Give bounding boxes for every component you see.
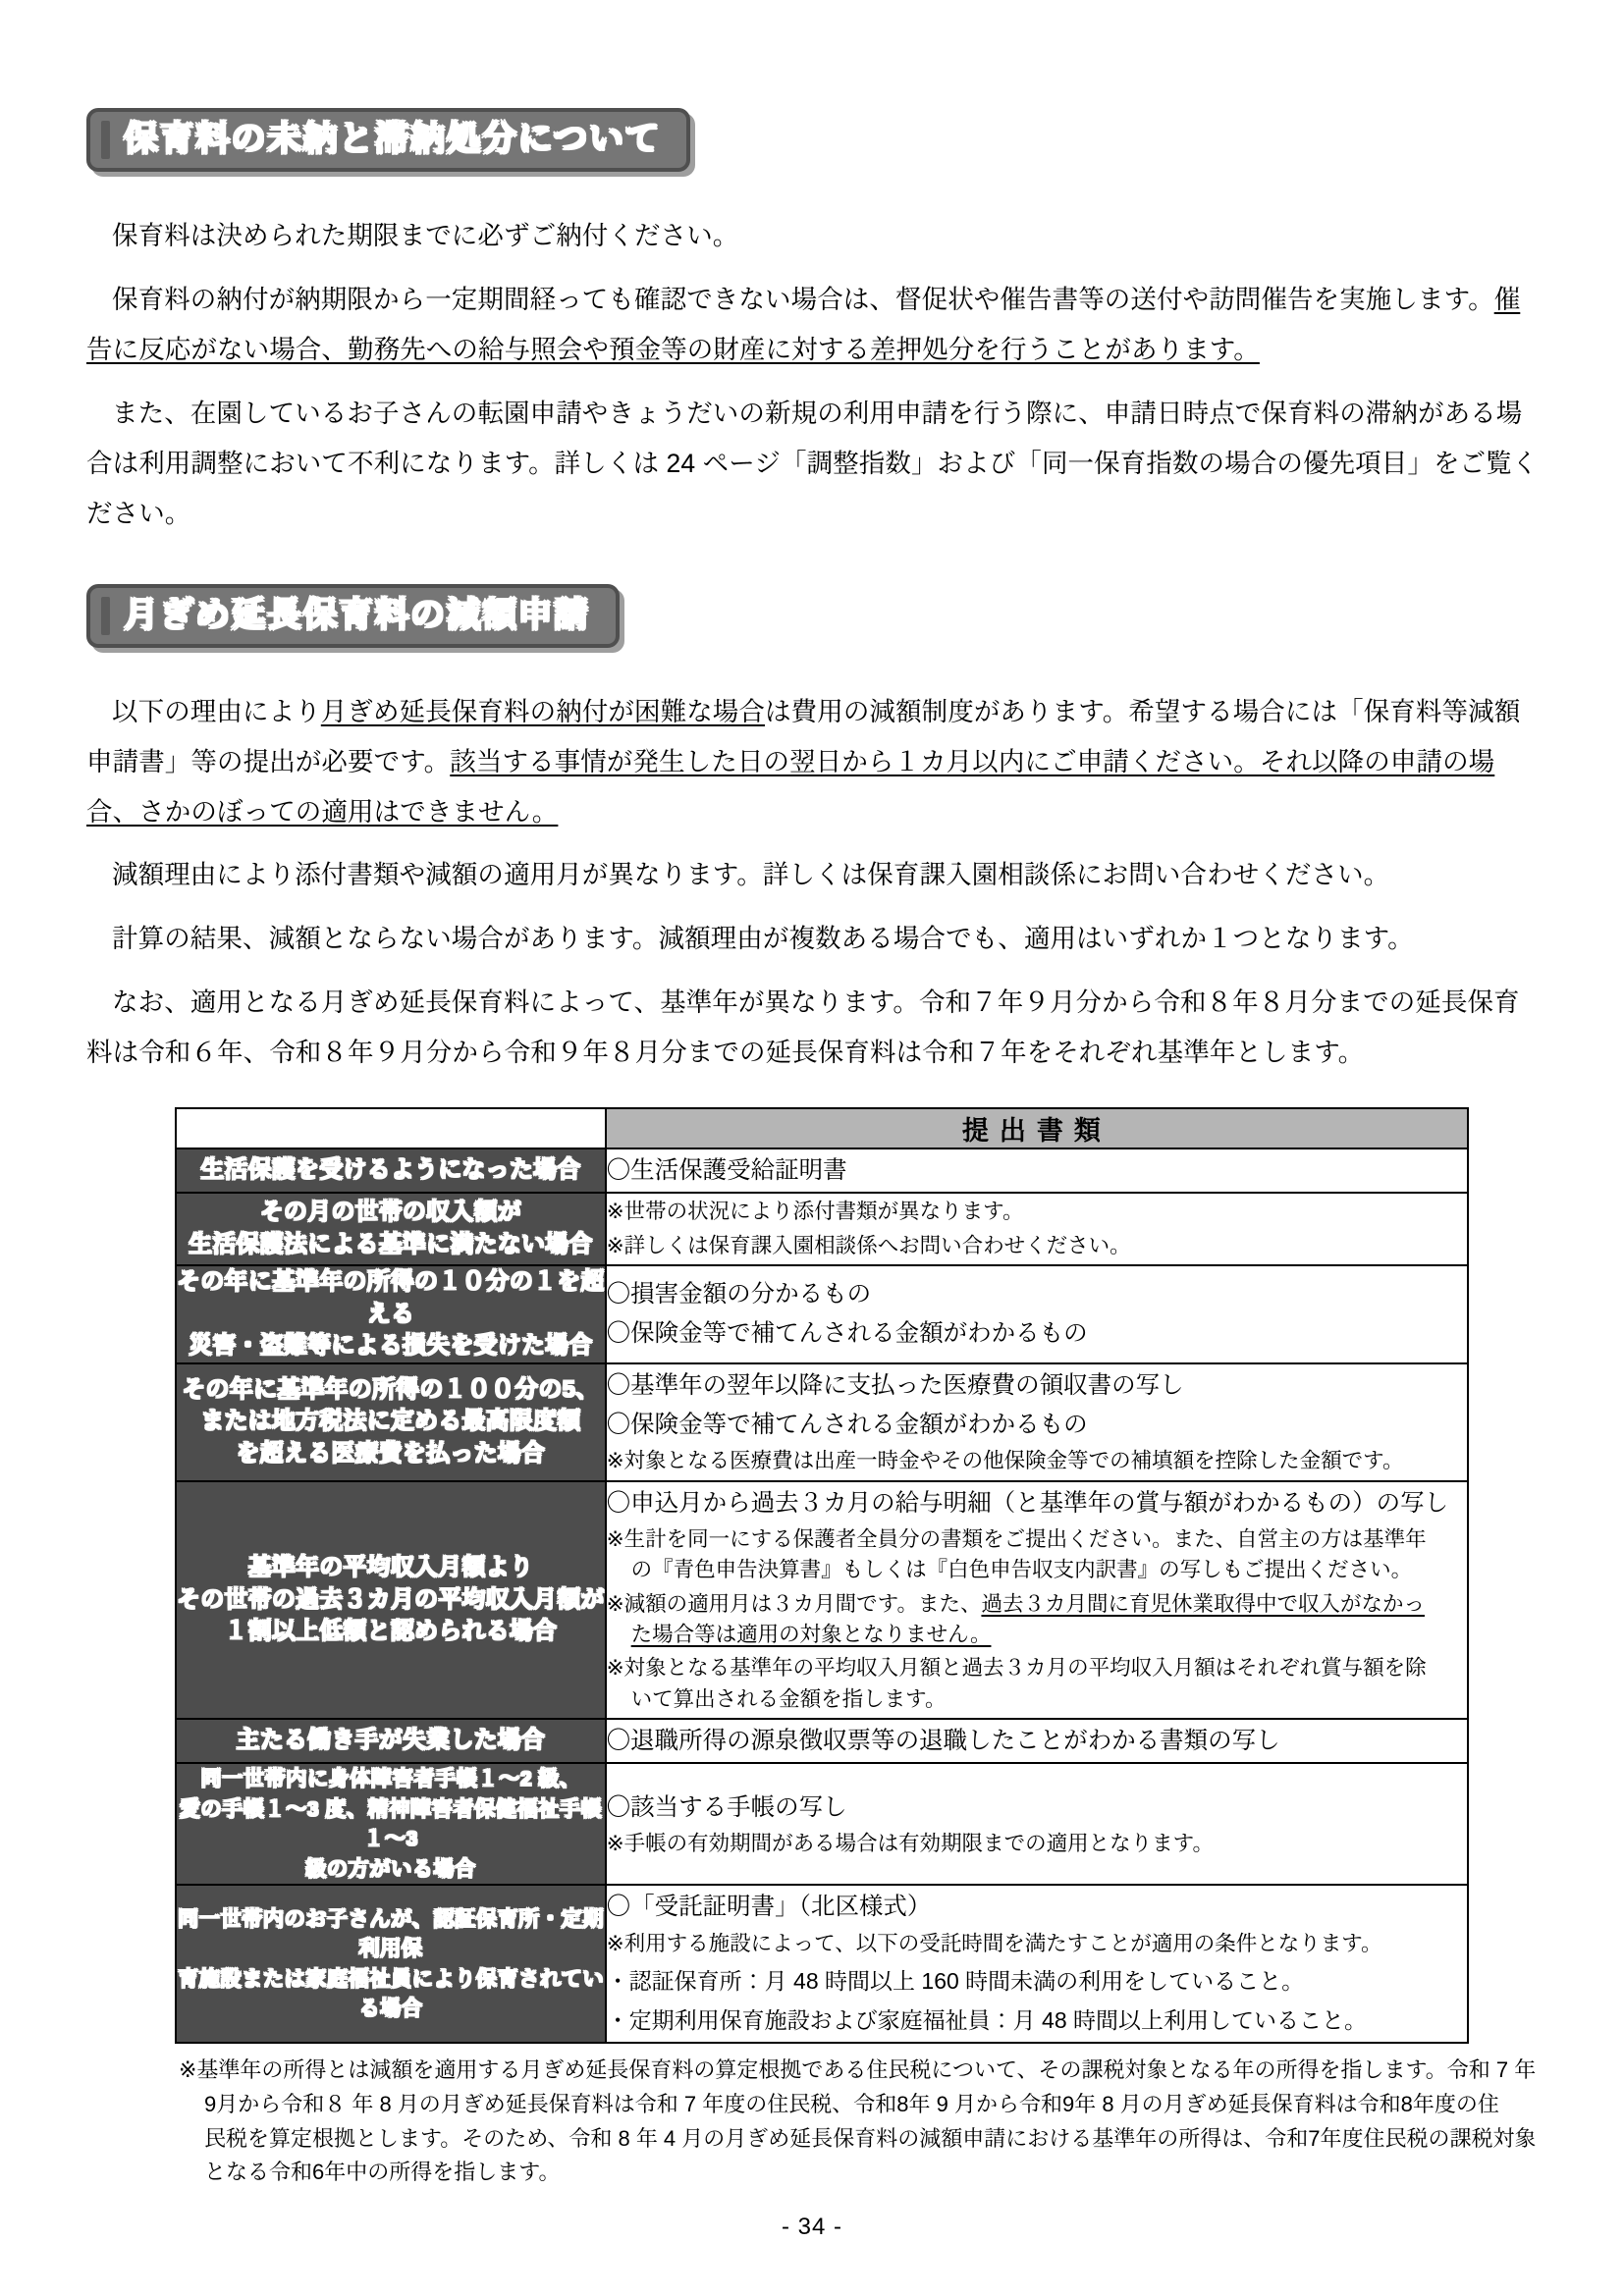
table-row [176, 1148, 1468, 1193]
run-text-underlined: 催告に反応がない場合、勤務先への給与照会や預金等の財産に対する差押処分を行うことがあります。 [86, 285, 1521, 365]
paragraph-1-2 [0, 275, 1624, 375]
spacer [0, 261, 1624, 275]
section-banner-1 [86, 108, 1624, 172]
spacer [0, 900, 1624, 914]
condition-line: １割以上低額と認められる場合 [224, 1618, 558, 1645]
document-note: ※利用する施設によって、以下の受託時間を満たすことが適用の条件となります。 [606, 1931, 1382, 1955]
table-row [176, 1885, 1468, 2043]
condition-line: 生活保護を受けるようになった場合 [200, 1156, 581, 1184]
condition-line: または地方税法に定める最高限度額 [200, 1408, 581, 1435]
run-text: は費用の減額制度があります。希望する場合には「保育料等減額申請書」等の提出が必要です。 [86, 696, 1521, 776]
footnote-line-4: となる令和6年中の所得を指します。 [204, 2160, 561, 2185]
table-row-documents [606, 1763, 1468, 1885]
note-line: いて算出される金額を指します。 [630, 1686, 947, 1711]
table-row-condition [176, 1363, 606, 1481]
section-banner-1-box [86, 108, 690, 172]
table-row [176, 1265, 1468, 1363]
table-row [176, 1481, 1468, 1719]
condition-line: 基準年の平均収入月額より [247, 1553, 534, 1580]
footnote [0, 2044, 1624, 2190]
note-line [607, 1589, 1467, 1620]
run-text: 以下の理由により [112, 696, 321, 726]
note-line: ※対象となる基準年の平均収入月額と過去３カ月の平均収入月額はそれぞれ賞与額を除 [606, 1656, 1427, 1681]
document-item: 〇申込月から過去３カ月の給与明細（と基準年の賞与額がわかるもの）の写し [606, 1489, 1449, 1517]
condition-line: 同一世帯内のお子さんが、認証保育所・定期利用保 [177, 1906, 604, 1961]
table-header-documents: 提出書類 [606, 1108, 1468, 1148]
document-note: ※詳しくは保育課入園相談係へお問い合わせください。 [606, 1233, 1131, 1257]
paragraph-2-3 [0, 914, 1624, 964]
table-row-documents [606, 1363, 1468, 1481]
document-note: ※手帳の有効期間がある場合は有効期限までの適用となります。 [606, 1831, 1214, 1855]
run-text: 計算の結果、減額とならない場合があります。減額理由が複数ある場合でも、適用はいずれか１つとなります。 [112, 924, 1414, 954]
footnote-line-2: 9月から令和８ 年 8 月の月ぎめ延長保育料は令和 7 年度の住民税、令和8年 9 月から令和9年 8 月の月ぎめ延長保育料は令和8年度の住 [204, 2091, 1499, 2116]
document-item: 〇退職所得の源泉徴収票等の退職したことがわかる書類の写し [606, 1728, 1280, 1755]
top-spacer [0, 0, 1624, 41]
run-text: なお、適用となる月ぎめ延長保育料によって、基準年が異なります。令和７年９月分から令和８年８月分までの延長保育料は令和６年、令和８年９月分から令和９年８月分までの延長保育料は令和７年をそれぞれ基準年とします。 [86, 988, 1520, 1068]
table-row-documents [606, 1193, 1468, 1265]
document-item: 〇保険金等で補てんされる金額がわかるもの [606, 1320, 1088, 1348]
condition-line: 生活保護法による基準に満たない場合 [189, 1231, 593, 1258]
condition-line: 同一世帯内に身体障害者手帳１～2 級、 [200, 1767, 581, 1791]
document-note [607, 1524, 1467, 1586]
table-row [176, 1719, 1468, 1763]
table-body [176, 1148, 1468, 2043]
table-row-condition [176, 1193, 606, 1265]
run-text: 保育料は決められた期限までに必ずご納付ください。 [112, 221, 739, 251]
document-note [607, 1589, 1467, 1651]
page-number: - 34 - [781, 2214, 842, 2240]
spacer [0, 539, 1624, 584]
spacer [0, 375, 1624, 389]
table-row-condition [176, 1481, 606, 1719]
table-row-documents [606, 1148, 1468, 1193]
run-text: 保育料の納付が納期限から一定期間経っても確認できない場合は、督促状や催告書等の送付や訪問催告を実施します。 [112, 285, 1494, 315]
table-row-condition [176, 1885, 606, 2043]
requirements-table-wrapper [0, 1107, 1624, 2044]
document-bullet: ・認証保育所：月 48 時間以上 160 時間未満の利用をしていること。 [606, 1968, 1305, 1995]
run-text: 減額理由により添付書類や減額の適用月が異なります。詳しくは保育課入園相談係にお問い合わせください。 [112, 860, 1390, 890]
section-banner-2-box [86, 584, 620, 648]
document-bullet: ・定期利用保育施設および家庭福祉員：月 48 時間以上利用していること。 [606, 2006, 1368, 2033]
condition-line: その年に基準年の所得の１００分の5、 [182, 1375, 600, 1403]
table-header-row [176, 1108, 1468, 1148]
table-row [176, 1363, 1468, 1481]
note-line: ※生計を同一にする保護者全員分の書類をご提出ください。また、自営主の方は基準年 [606, 1526, 1427, 1551]
condition-line: その月の世帯の収入額が [259, 1199, 521, 1226]
condition-line: を超える医療費を払った場合 [236, 1440, 546, 1468]
footnote-line-3: 民税を算定根拠とします。そのため、令和 8 年 4 月の月ぎめ延長保育料の減額申請における基準年の所得は、令和7年度住民税の課税対象 [204, 2125, 1537, 2151]
spacer [0, 1078, 1624, 1107]
spacer [0, 648, 1624, 687]
spacer [0, 836, 1624, 850]
paragraph-2-1 [0, 687, 1624, 837]
table-row-condition [176, 1148, 606, 1193]
paragraph-2-4 [0, 978, 1624, 1078]
table-header-blank [176, 1108, 606, 1148]
table-row-condition [176, 1763, 606, 1885]
spacer [0, 172, 1624, 211]
run-text: また、在園しているお子さんの転園申請やきょうだいの新規の利用申請を行う際に、申請日時点で保育料の滞納がある場合は利用調整において不利になります。詳しくは 24 ページ「調整指数」および「同一保育指数の場合の優先項目」をご覧ください。 [86, 398, 1539, 528]
table-row-condition [176, 1719, 606, 1763]
note-text-underlined: た場合等は適用の対象となりません。 [630, 1623, 992, 1647]
condition-line: その年に基準年の所得の１０分の１を超える [177, 1267, 605, 1327]
section-heading-1: 保育料の未納と滞納処分について [124, 120, 661, 158]
table-row-documents [606, 1719, 1468, 1763]
document-item: 〇「受託証明書」（北区様式） [606, 1894, 932, 1921]
document-item: 〇損害金額の分かるもの [606, 1281, 872, 1308]
requirements-table [175, 1107, 1469, 2044]
note-text: ※減額の適用月は３カ月間です。また、 [606, 1591, 982, 1616]
section-banner-2 [86, 584, 1624, 648]
table-row-documents [606, 1265, 1468, 1363]
section-heading-2: 月ぎめ延長保育料の減額申請 [124, 595, 590, 634]
table-head [176, 1108, 1468, 1148]
paragraph-1-3 [0, 389, 1624, 539]
run-text-underlined: 該当する事情が発生した日の翌日から１カ月以内にご申請ください。それ以降の申請の場合、さかのぼっての適用はできません。 [86, 746, 1495, 827]
footnote-line-1: ※基準年の所得とは減額を適用する月ぎめ延長保育料の算定根拠である住民税について、その課税対象となる年の所得を指します。令和 7 年 [179, 2057, 1537, 2083]
top-spacer-2 [0, 41, 1624, 108]
table-row [176, 1763, 1468, 1885]
condition-line: その世帯の過去３カ月の平均収入月額が [177, 1585, 605, 1613]
document-note [607, 1653, 1467, 1715]
document-item: 〇基準年の翌年以降に支払った医療費の領収書の写し [606, 1371, 1184, 1399]
run-text-underlined: 月ぎめ延長保育料の納付が困難な場合 [320, 696, 766, 726]
document-item: 〇該当する手帳の写し [606, 1793, 847, 1821]
condition-line: 育施設または家庭福祉員により保育されている場合 [177, 1966, 604, 2021]
note-text-underlined: 過去３カ月間に育児休業取得中で収入がなかっ [981, 1591, 1425, 1616]
note-line: の『青色申告決算書』もしくは『白色申告収支内訳書』の写しもご提出ください。 [630, 1558, 1413, 1582]
spacer [0, 964, 1624, 978]
table-row [176, 1193, 1468, 1265]
condition-line: 主たる働き手が失業した場合 [236, 1727, 546, 1754]
document-note: ※世帯の状況により添付書類が異なります。 [606, 1200, 1024, 1224]
table-row-documents [606, 1481, 1468, 1719]
table-row-condition [176, 1265, 606, 1363]
document-note: ※対象となる医療費は出産一時金やその他保険金等での補填額を控除した金額です。 [606, 1449, 1404, 1473]
paragraph-1-1 [0, 211, 1624, 261]
condition-line: 愛の手帳１～3 度、精神障害者保健福祉手帳１～3 [179, 1796, 603, 1851]
table-row-documents [606, 1885, 1468, 2043]
condition-line: 級の方がいる場合 [305, 1856, 476, 1881]
condition-line: 災害・盗難等による損失を受けた場合 [189, 1332, 593, 1360]
document-item: 〇保険金等で補てんされる金額がわかるもの [606, 1412, 1088, 1439]
document-item: 〇生活保護受給証明書 [606, 1156, 847, 1184]
paragraph-2-2 [0, 850, 1624, 900]
